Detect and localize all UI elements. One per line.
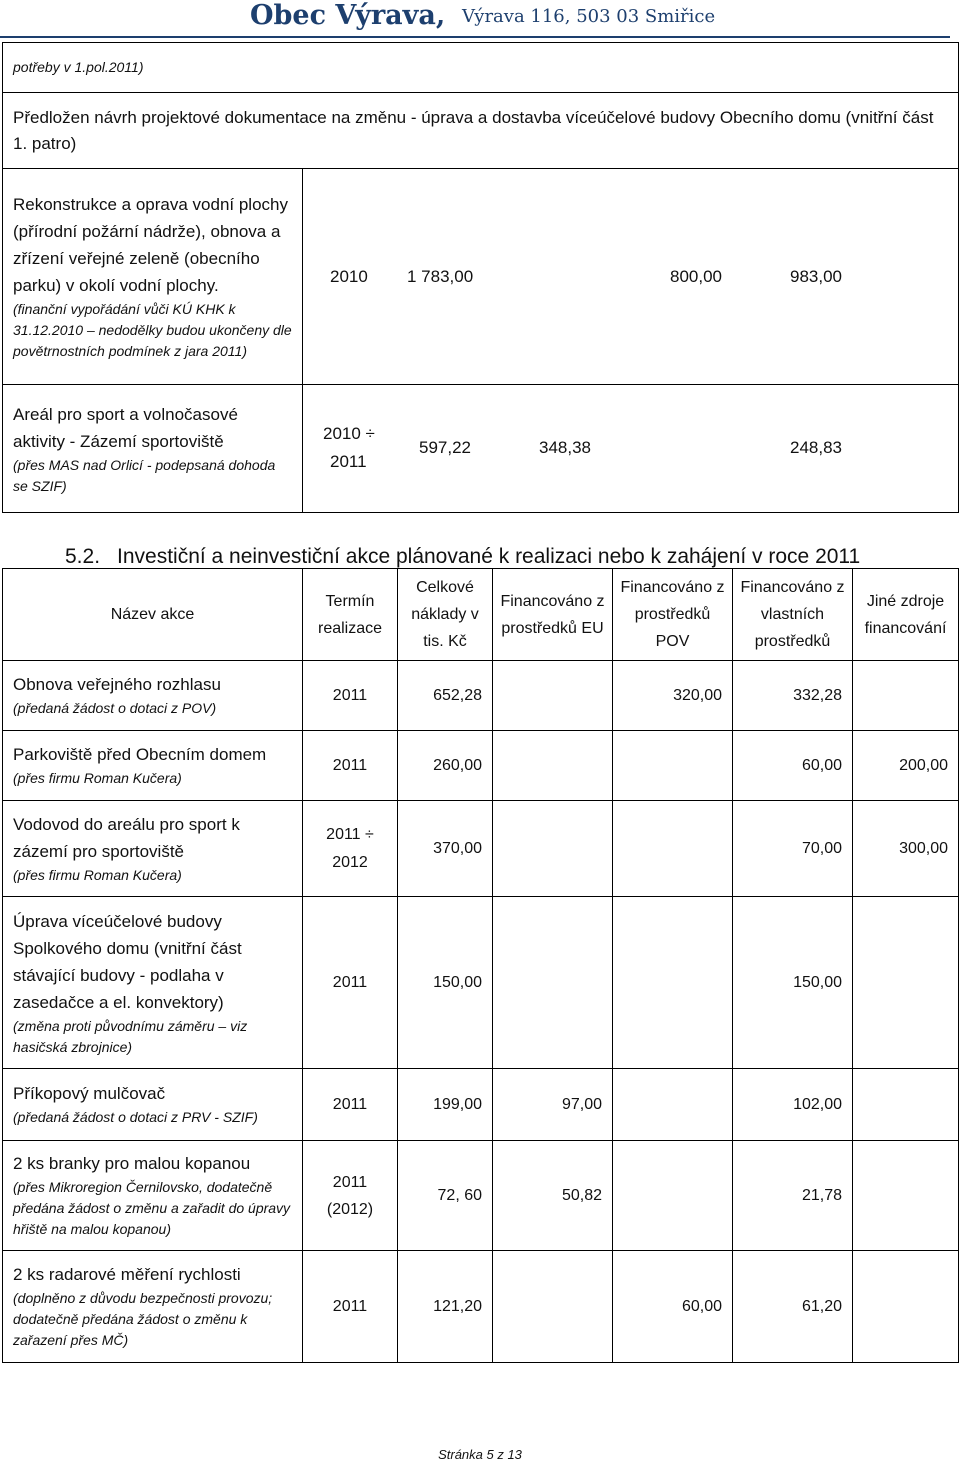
table-row (3, 661, 959, 731)
project-name: 2 ks branky pro malou kopanou (13, 1154, 251, 1173)
col-header-cost: Celkové náklady v tis. Kč (398, 569, 493, 661)
cost-value: 199,00 (398, 1069, 493, 1141)
term-value: 2011 ÷ 2012 (303, 801, 398, 897)
project-name: Obnova veřejného rozhlasu (13, 675, 221, 694)
project-name-cell (3, 385, 303, 513)
pov-value: 320,00 (613, 661, 733, 731)
pov-value (613, 731, 733, 801)
project-name-cell (3, 897, 303, 1069)
project-name-cell (3, 1069, 303, 1141)
project-note: (přes firmu Roman Kučera) (13, 867, 182, 883)
own-value: 61,20 (733, 1251, 853, 1363)
col-header-eu: Financováno z prostředků EU (493, 569, 613, 661)
cost-value: 597,22 (419, 437, 471, 457)
col-header-term: Termín realizace (303, 569, 398, 661)
project-values-cell (303, 169, 959, 385)
project-note: (změna proti původnímu záměru – viz hasičská zbrojnice) (13, 1017, 248, 1055)
cost-value: 370,00 (398, 801, 493, 897)
project-name-cell (3, 1141, 303, 1251)
eu-value (493, 897, 613, 1069)
pov-value: 800,00 (670, 266, 722, 286)
term-value: 2011 (303, 731, 398, 801)
other-value: 200,00 (853, 731, 959, 801)
cost-value: 260,00 (398, 731, 493, 801)
page-header (0, 0, 960, 36)
eu-value (493, 731, 613, 801)
own-value: 21,78 (733, 1141, 853, 1251)
cost-value: 1 783,00 (407, 266, 474, 286)
own-value: 102,00 (733, 1069, 853, 1141)
col-header-own: Financováno z vlastních prostředků (733, 569, 853, 661)
project-name-cell (3, 661, 303, 731)
own-value: 70,00 (733, 801, 853, 897)
table-row (3, 385, 959, 513)
own-value: 60,00 (733, 731, 853, 801)
project-name-cell (3, 1251, 303, 1363)
cost-value: 72, 60 (398, 1141, 493, 1251)
table-row (3, 1069, 959, 1141)
project-name: Vodovod do areálu pro sport k zázemí pro sportoviště (13, 815, 240, 861)
pov-value (613, 897, 733, 1069)
section-number: 5.2. (65, 545, 101, 568)
project-note: (přes Mikroregion Černilovsko, dodatečně předána žádost o změnu a zařadit do úpravy hřiště na malou kopanou) (13, 1179, 291, 1237)
header-rule (0, 36, 950, 38)
table-row (3, 801, 959, 897)
term-value: 2011 (303, 1069, 398, 1141)
project-note: (doplněno z důvodu bezpečnosti provozu; dodatečně předána žádost o změnu k zařazení přes MČ) (13, 1290, 273, 1348)
project-name: Úprava víceúčelové budovy Spolkového domu (vnitřní část stávající budovy - podlaha v zasedačce a el. konvektory) (13, 911, 242, 1012)
pov-value (613, 1141, 733, 1251)
project-name: Areál pro sport a volnočasové aktivity - Zázemí sportoviště (13, 404, 238, 451)
table-row (3, 897, 959, 1069)
term-value-start: 2010 ÷ (323, 423, 375, 443)
other-value (853, 1069, 959, 1141)
col-header-pov: Financováno z prostředků POV (613, 569, 733, 661)
project-note: (přes MAS nad Orlicí - podepsaná dohoda se SZIF) (13, 456, 276, 494)
eu-value: 348,38 (539, 437, 591, 457)
eu-value: 97,00 (493, 1069, 613, 1141)
other-value: 300,00 (853, 801, 959, 897)
eu-value (493, 661, 613, 731)
pov-value: 60,00 (613, 1251, 733, 1363)
project-name-cell (3, 731, 303, 801)
own-value: 150,00 (733, 897, 853, 1069)
municipality-title: Obec Výrava, (250, 0, 446, 31)
term-value-end: 2011 (330, 451, 367, 471)
projects-table-continued (2, 42, 959, 513)
project-note: (předaná žádost o dotaci z PRV - SZIF) (13, 1109, 258, 1125)
table-row (3, 43, 959, 93)
eu-value (493, 801, 613, 897)
section-heading (65, 545, 860, 569)
table-row (3, 1251, 959, 1363)
term-value: 2011 (303, 1251, 398, 1363)
col-header-other: Jiné zdroje financování (853, 569, 959, 661)
other-value (853, 1141, 959, 1251)
other-value (853, 1251, 959, 1363)
table-header-row (3, 569, 959, 661)
pov-value (613, 1069, 733, 1141)
project-values-cell (303, 385, 959, 513)
term-value: 2010 (330, 266, 368, 286)
cost-value: 121,20 (398, 1251, 493, 1363)
other-value (853, 661, 959, 731)
col-header-name: Název akce (3, 569, 303, 661)
table-row (3, 1141, 959, 1251)
project-name-cell (3, 169, 303, 385)
section-title: Investiční a neinvestiční akce plánované k realizaci nebo k zahájení v roce 2011 (117, 545, 861, 568)
project-name: 2 ks radarové měření rychlosti (13, 1265, 241, 1284)
table-row (3, 731, 959, 801)
table-row (3, 169, 959, 385)
project-note: (předaná žádost o dotaci z POV) (13, 700, 217, 716)
project-name: Rekonstrukce a oprava vodní plochy (přírodní požární nádrže), obnova a zřízení veřejné zeleně (obecního parku) v okolí vodní plochy. (13, 195, 288, 295)
project-note: (přes firmu Roman Kučera) (13, 770, 182, 786)
table-row (3, 93, 959, 169)
other-value (853, 897, 959, 1069)
planned-projects-table (2, 568, 959, 1363)
row-text: Předložen návrh projektové dokumentace na změnu - úprava a dostavba víceúčelové budovy Obecního domu (vnitřní část 1. patro) (3, 93, 959, 169)
municipality-address: Výrava 116, 503 03 Smiřice (462, 6, 716, 27)
eu-value: 50,82 (493, 1141, 613, 1251)
term-value: 2011 (303, 897, 398, 1069)
project-name-cell (3, 801, 303, 897)
project-name: Parkoviště před Obecním domem (13, 745, 267, 764)
own-value: 248,83 (790, 437, 842, 457)
row-note: potřeby v 1.pol.2011) (3, 43, 959, 93)
cost-value: 652,28 (398, 661, 493, 731)
pov-value (613, 801, 733, 897)
eu-value (493, 1251, 613, 1363)
cost-value: 150,00 (398, 897, 493, 1069)
page-footer: Stránka 5 z 13 (438, 1447, 522, 1462)
term-value: 2011 (2012) (303, 1141, 398, 1251)
project-note: (finanční vypořádání vůči KÚ KHK k 31.12.2010 – nedodělky budou ukončeny dle povětrnostních podmínek z jara 2011) (13, 301, 292, 359)
term-value: 2011 (303, 661, 398, 731)
own-value: 983,00 (790, 266, 842, 286)
project-name: Příkopový mulčovač (13, 1084, 166, 1103)
own-value: 332,28 (733, 661, 853, 731)
